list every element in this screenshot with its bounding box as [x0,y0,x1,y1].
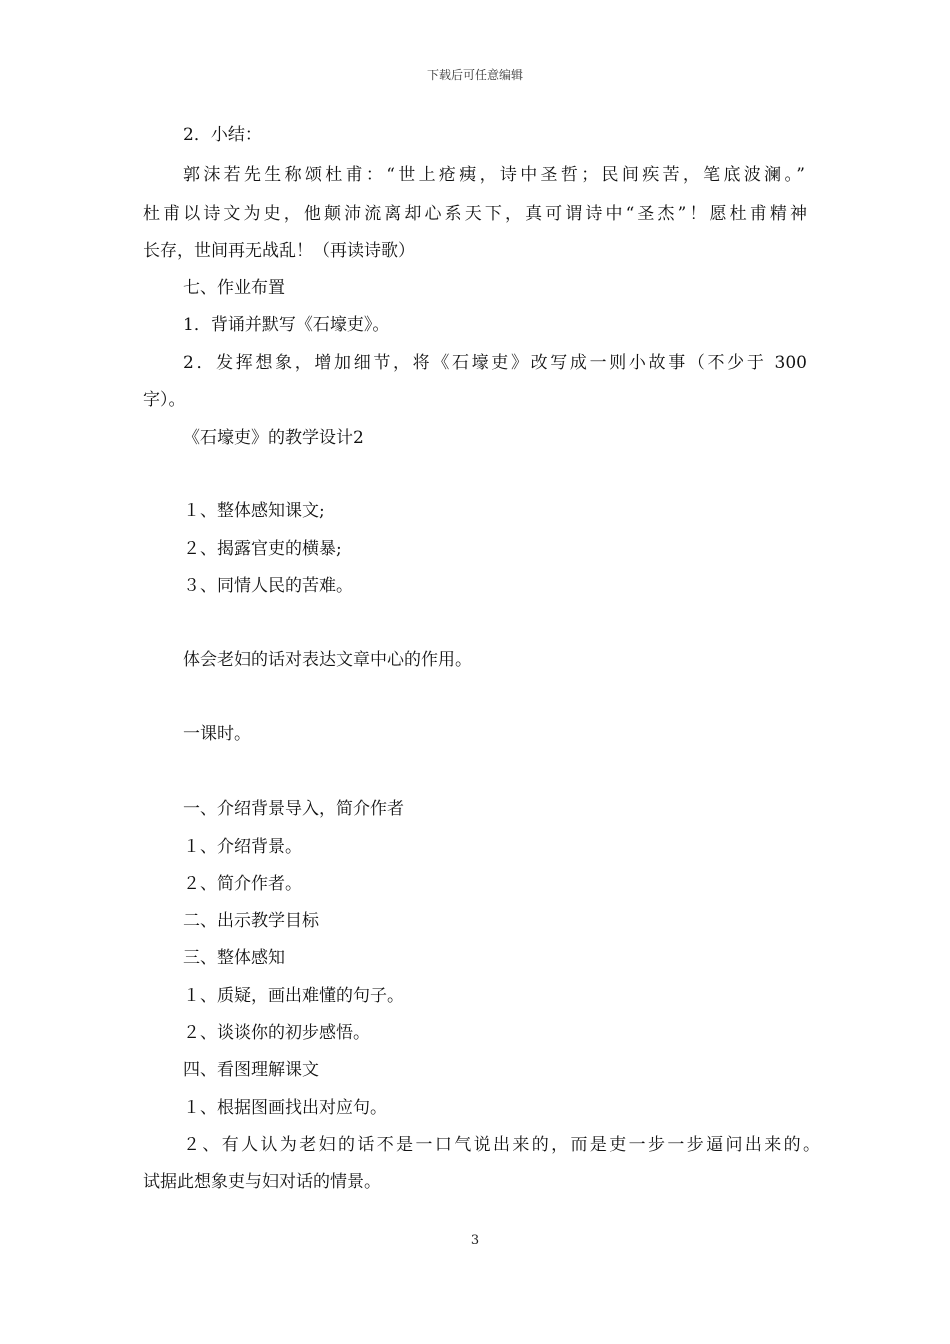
list-item: ２、谈谈你的初步感悟。 [183,1023,370,1043]
section-heading: 三、整体感知 [183,948,285,968]
paragraph-line: 试据此想象吏与妇对话的情景。 [143,1172,381,1192]
list-item: ２、有人认为老妇的话不是一口气说出来的，而是吏一步一步逼问出来的。 [183,1135,820,1155]
list-item: ２、揭露官吏的横暴; [183,539,342,559]
page-header: 下载后可任意编辑 [426,68,523,82]
section-heading: 二、出示教学目标 [183,911,319,931]
paragraph-line: 一课时。 [183,724,251,744]
list-item: １、介绍背景。 [183,837,302,857]
list-item: 2．发挥想象，增加细节，将《石壕吏》改写成一则小故事（不少于 300 [183,353,807,373]
paragraph-line: 郭沫若先生称颂杜甫：“世上疮痍，诗中圣哲；民间疾苦，笔底波澜。” [183,165,805,185]
paragraph-line: 长存，世间再无战乱！（再读诗歌） [143,241,415,261]
summary-heading: 2．小结： [183,125,262,145]
paragraph-line: 字）。 [143,390,186,410]
section-heading-homework: 七、作业布置 [183,278,285,298]
section-heading: 四、看图理解课文 [183,1060,319,1080]
list-item: １、整体感知课文; [183,501,325,521]
list-item: １、质疑，画出难懂的句子。 [183,986,404,1006]
list-item: １、根据图画找出对应句。 [183,1098,387,1118]
list-item: ３、同情人民的苦难。 [183,576,353,596]
list-item: ２、简介作者。 [183,874,302,894]
page-number: 3 [470,1233,480,1248]
list-item: 1．背诵并默写《石壕吏》。 [183,315,390,335]
subtitle-design-2: 《石壕吏》的教学设计2 [183,428,364,448]
paragraph-line: 体会老妇的话对表达文章中心的作用。 [183,650,472,670]
section-heading: 一、介绍背景导入，简介作者 [183,799,404,819]
paragraph-line: 杜甫以诗文为史，他颠沛流离却心系天下，真可谓诗中“圣杰”！愿杜甫精神 [143,204,807,224]
